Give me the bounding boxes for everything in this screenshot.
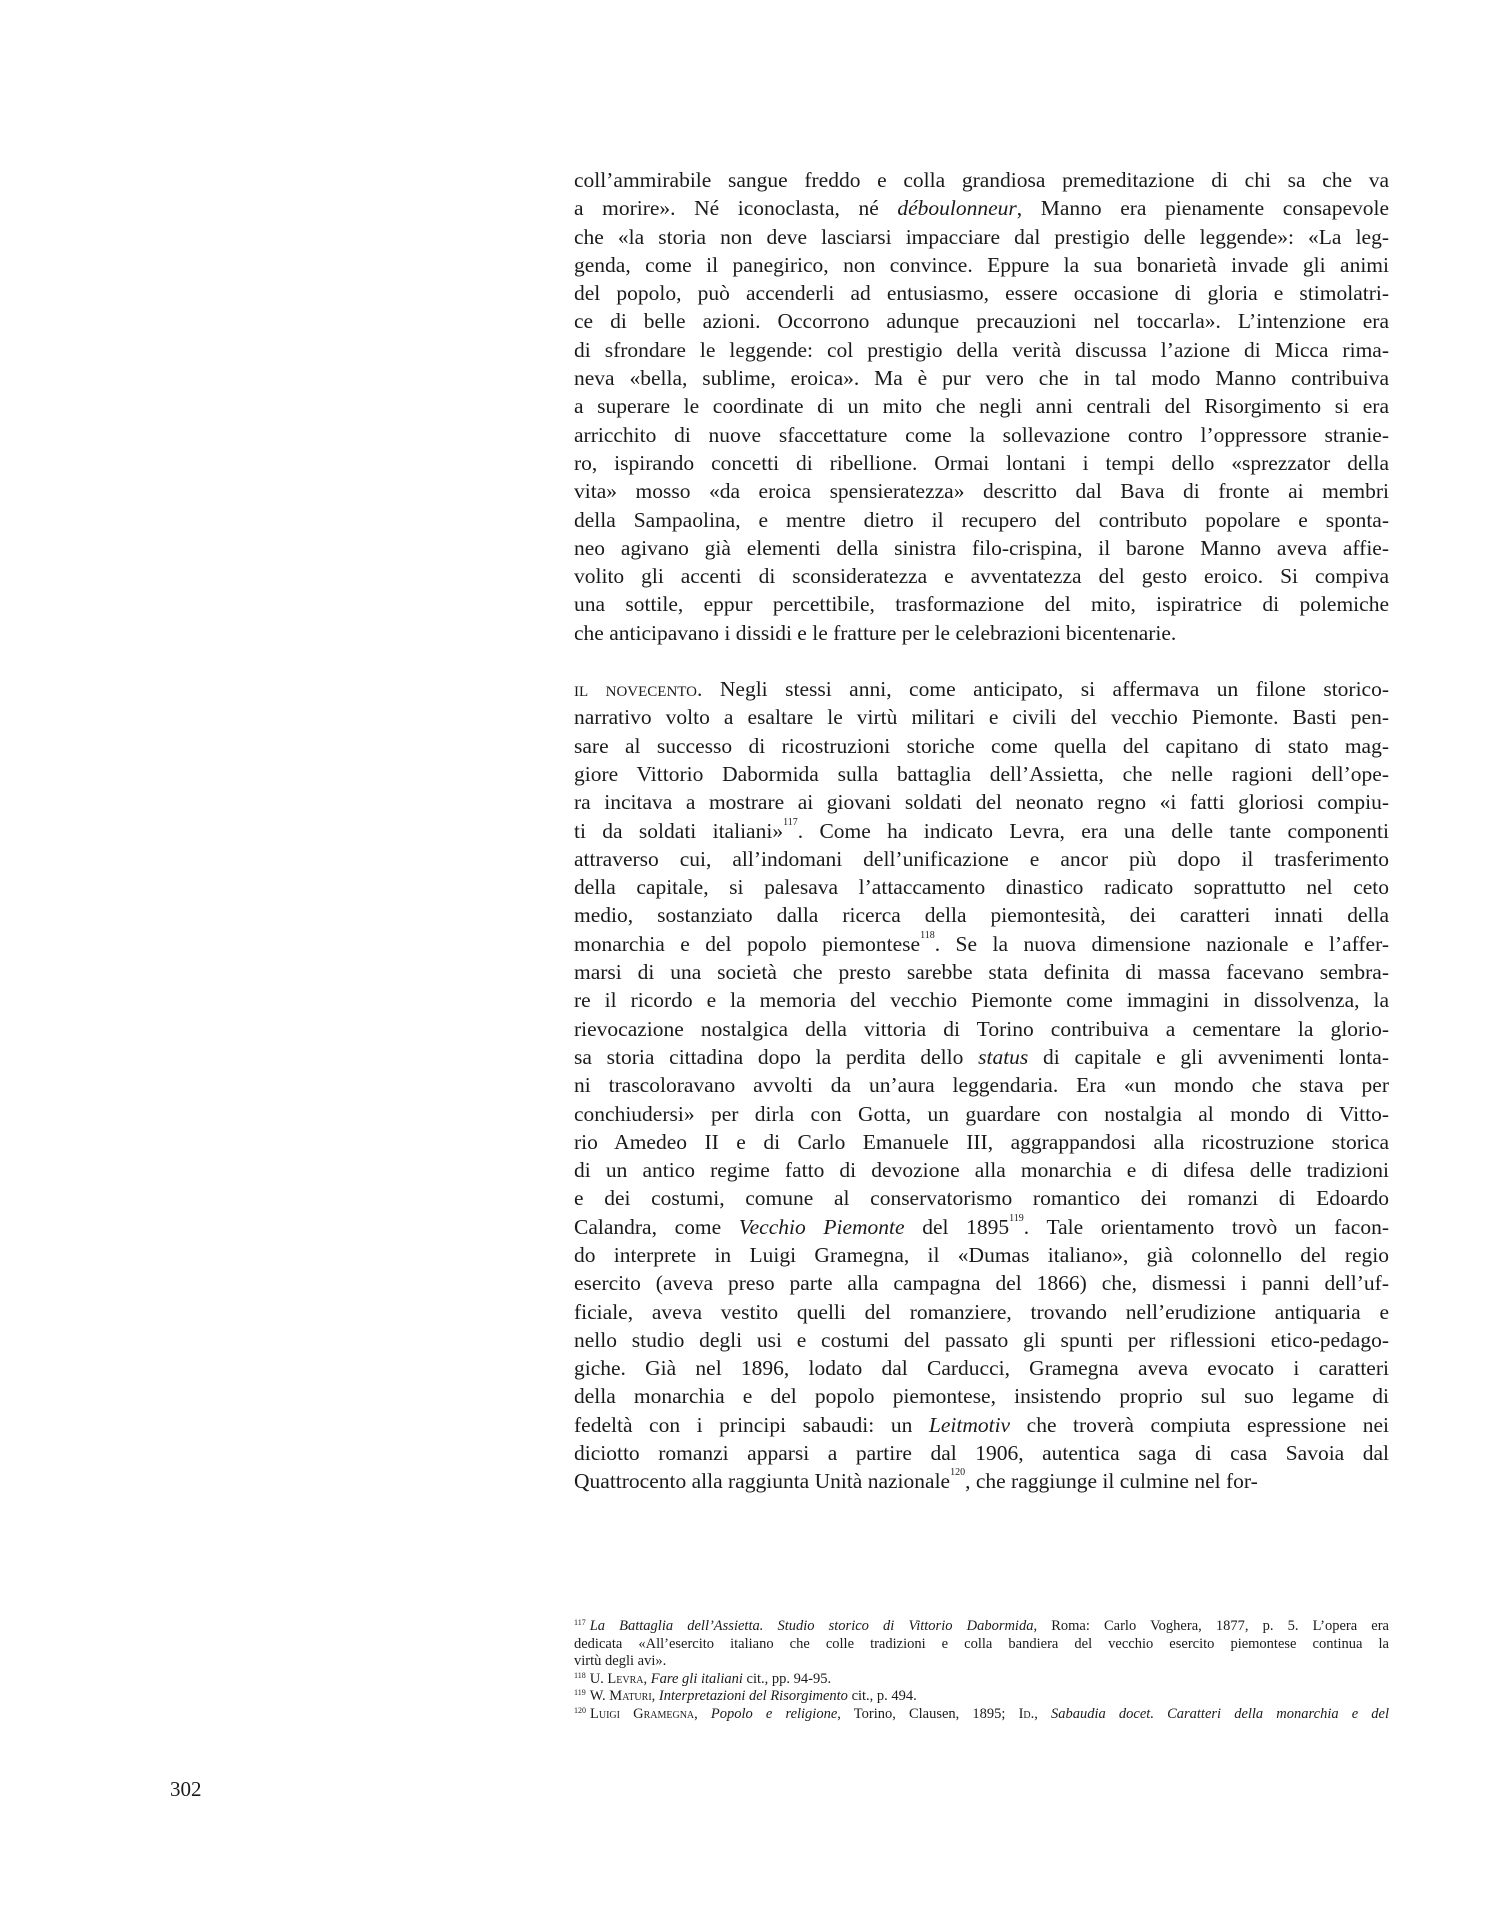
text-line <box>574 760 1389 788</box>
text-line <box>574 675 1389 703</box>
text-run: fedeltà con i principi sabaudi: un <box>574 1412 929 1437</box>
text-run: ficiale, aveva vestito quelli del romanziere, trovando nell’erudizione antiquaria e <box>574 1299 1389 1324</box>
text-run: genda, come il panegirico, non convince. Eppure la sua bonarietà invade gli animi <box>574 252 1389 277</box>
text-run: , <box>643 1670 651 1687</box>
footnote-reference: 119 <box>1009 1212 1024 1224</box>
text-run: di sfrondare le leggende: col prestigio della verità discussa l’azione di Micca rima- <box>574 337 1389 362</box>
italic-text: Interpretazioni del Risorgimento <box>658 1688 848 1705</box>
small-caps-text: uigi <box>598 1705 620 1722</box>
paragraph-manno <box>574 166 1389 647</box>
text-run: L <box>590 1705 599 1722</box>
text-run: ce di belle azioni. Occorrono adunque precauzioni nel toccarla». L’intenzione era <box>574 309 1389 334</box>
footnote-line <box>574 1671 1389 1689</box>
text-run: Calandra, come <box>574 1214 739 1239</box>
text-run: arricchito di nuove sfaccettature come la sollevazione contro l’oppressore stranie- <box>574 422 1389 447</box>
text-run: della monarchia e del popolo piemontese, insistendo proprio sul suo legame di <box>574 1384 1389 1409</box>
text-run: conchiudersi» per dirla con Gotta, un guardare con nostalgia al mondo di Vitto- <box>574 1101 1389 1126</box>
text-line <box>574 1467 1389 1495</box>
text-run: del 1895 <box>904 1214 1010 1239</box>
text-run: G <box>619 1705 644 1722</box>
text-line <box>574 703 1389 731</box>
text-line <box>574 534 1389 562</box>
text-run: che «la storia non deve lasciarsi impacciare dal prestigio delle leggende»: «La leg- <box>574 224 1389 249</box>
text-run: sa storia cittadina dopo la perdita dello <box>574 1044 979 1069</box>
footnote-line <box>574 1706 1389 1724</box>
text-run: W. M <box>589 1688 623 1705</box>
text-line <box>574 619 1389 647</box>
text-run: coll’ammirabile sangue freddo e colla grandiosa premeditazione di chi sa che va <box>574 168 1389 192</box>
text-run: Quattrocento alla raggiunta Unità nazionale <box>574 1469 951 1494</box>
body-text <box>574 166 1389 1496</box>
small-caps-text: evra <box>616 1670 644 1687</box>
text-run: cit., pp. 94-95. <box>742 1670 832 1687</box>
footnote-line <box>574 1618 1389 1636</box>
text-run: nello studio degli usi e costumi del passato gli spunti per riflessioni etico-pedago- <box>574 1327 1389 1352</box>
text-line <box>574 788 1389 816</box>
text-run: . Negli stessi anni, come anticipato, si affermava un filone storico- <box>697 677 1390 702</box>
text-run: diciotto romanzi apparsi a partire dal 1906, autentica saga di casa Savoia dal <box>574 1441 1389 1466</box>
text-line <box>574 958 1389 986</box>
italic-text: Sabaudia docet. Caratteri della monarchia e del <box>1051 1705 1389 1722</box>
text-run: vita» mosso «da eroica spensieratezza» descritto dal Bava di fronte ai membri <box>574 479 1389 504</box>
small-caps-text: aturi <box>622 1688 652 1705</box>
text-line <box>574 930 1389 958</box>
text-run: do interprete in Luigi Gramegna, il «Dumas italiano», già colonnello del regio <box>574 1242 1389 1267</box>
text-run: medio, sostanziato dalla ricerca della piemontesità, dei caratteri innati della <box>574 903 1389 928</box>
text-run: U. L <box>589 1670 617 1687</box>
italic-text: Leitmotiv <box>928 1412 1011 1437</box>
text-run: . Come ha indicato Levra, era una delle tante componenti <box>797 818 1389 843</box>
text-run: marsi di una società che presto sarebbe stata definita di massa facevano sembra- <box>574 960 1389 985</box>
text-run: neo agivano già elementi della sinistra filo-crispina, il barone Manno aveva affie- <box>574 535 1389 560</box>
text-run: monarchia e del popolo piemontese <box>574 931 921 956</box>
italic-text: status <box>978 1044 1029 1069</box>
footnote-reference: 117 <box>783 816 798 828</box>
text-run: ., <box>1030 1705 1052 1722</box>
text-line <box>574 449 1389 477</box>
text-run: re il ricordo e la memoria del vecchio Piemonte come immagini in dissolvenza, la <box>574 988 1389 1013</box>
text-run: sare al successo di ricostruzioni storiche come quella del capitano di stato mag- <box>574 733 1389 758</box>
text-line <box>574 166 1389 194</box>
text-run: ra incitava a mostrare ai giovani soldati del neonato regno «i fatti gloriosi compiu- <box>574 790 1389 815</box>
text-line <box>574 1298 1389 1326</box>
text-line <box>574 1241 1389 1269</box>
text-run: esercito (aveva preso parte alla campagna del 1866) che, dismessi i panni dell’uf- <box>574 1271 1389 1296</box>
text-run: ni trascoloravano avvolti da un’aura leggendaria. Era «un mondo che stava per <box>574 1073 1389 1098</box>
text-run: neva «bella, sublime, eroica». Ma è pur vero che in tal modo Manno contribuiva <box>574 366 1389 391</box>
text-run: giore Vittorio Dabormida sulla battaglia dell’Assietta, che nelle ragioni dell’ope- <box>574 761 1389 786</box>
text-line <box>574 364 1389 392</box>
text-run: narrativo volto a esaltare le virtù militari e civili del vecchio Piemonte. Basti pen- <box>574 705 1389 730</box>
text-run: di un antico regime fatto di devozione alla monarchia e di difesa delle tradizioni <box>574 1158 1389 1183</box>
text-line <box>574 1213 1389 1241</box>
page-number: 302 <box>170 1777 202 1801</box>
text-run: cit., p. 494. <box>847 1688 917 1705</box>
text-line <box>574 506 1389 534</box>
text-run: attraverso cui, all’indomani dell’unificazione e ancor più dopo il trasferimento <box>574 846 1389 871</box>
text-run: virtù degli avi». <box>574 1653 667 1670</box>
text-line <box>574 223 1389 251</box>
text-run: , Roma: Carlo Voghera, 1877, p. 5. L’opera era <box>1033 1618 1389 1634</box>
text-run: della capitale, si palesava l’attaccamento dinastico radicato soprattutto nel ceto <box>574 875 1389 900</box>
footnote-reference: 120 <box>574 1705 586 1715</box>
text-run: volito gli accenti di sconsideratezza e avventatezza del gesto eroico. Si compiva <box>574 564 1389 589</box>
footnote-line <box>574 1688 1389 1706</box>
text-run: del popolo, può accenderli ad entusiasmo, essere occasione di gloria e stimolatri- <box>574 281 1389 306</box>
text-line <box>574 1439 1389 1467</box>
italic-text: Vecchio Piemonte <box>738 1214 905 1239</box>
text-line <box>574 1100 1389 1128</box>
text-run: a superare le coordinate di un mito che negli anni centrali del Risorgimento si era <box>574 394 1389 419</box>
text-line <box>574 336 1389 364</box>
text-line <box>574 590 1389 618</box>
text-run: , Torino, Clausen, 1895; I <box>837 1705 1024 1722</box>
italic-text: Fare gli italiani <box>650 1670 743 1687</box>
text-run: . Tale orientamento trovò un facon- <box>1023 1214 1389 1239</box>
text-run: dedicata «All’esercito italiano che colle tradizioni e colla bandiera del vecchio esercito piemontese continua la <box>574 1635 1389 1652</box>
text-run: e dei costumi, comune al conservatorismo romantico dei romanzi di Edoardo <box>574 1186 1389 1211</box>
text-line <box>574 732 1389 760</box>
italic-text: déboulonneur <box>897 196 1017 221</box>
text-run: rievocazione nostalgica della vittoria di Torino contribuiva a cementare la glorio- <box>574 1016 1389 1041</box>
text-run: di capitale e gli avvenimenti lonta- <box>1028 1044 1389 1069</box>
small-caps-text: d <box>1023 1705 1031 1722</box>
text-line <box>574 1382 1389 1410</box>
text-line <box>574 1326 1389 1354</box>
text-line <box>574 307 1389 335</box>
text-run: che troverà compiuta espressione nei <box>1010 1412 1389 1437</box>
text-run: ti da soldati italiani» <box>574 818 784 843</box>
text-line <box>574 1269 1389 1297</box>
text-line <box>574 194 1389 222</box>
text-line <box>574 1015 1389 1043</box>
small-caps-text: il novecento <box>574 677 698 702</box>
text-line <box>574 901 1389 929</box>
text-line <box>574 392 1389 420</box>
text-line <box>574 1411 1389 1439</box>
footnotes <box>574 1618 1389 1724</box>
text-run: , che raggiunge il culmine nel for- <box>965 1469 1258 1494</box>
text-run: , <box>694 1705 711 1722</box>
text-line <box>574 817 1389 845</box>
text-run: rio Amedeo II e di Carlo Emanuele III, aggrappandosi alla ricostruzione storica <box>574 1129 1389 1154</box>
text-line <box>574 1128 1389 1156</box>
footnote-line <box>574 1653 1389 1671</box>
footnote-line <box>574 1636 1389 1654</box>
italic-text: Popolo e religione <box>710 1705 838 1722</box>
text-line <box>574 251 1389 279</box>
text-line <box>574 1071 1389 1099</box>
footnote-reference: 118 <box>920 929 935 941</box>
footnote-reference: 117 <box>574 1618 586 1627</box>
paragraph-novecento <box>574 675 1389 1496</box>
text-line <box>574 986 1389 1014</box>
text-line <box>574 421 1389 449</box>
text-run: , Manno era pienamente consapevole <box>1016 196 1389 221</box>
text-run: giche. Già nel 1896, lodato dal Carducci, Gramegna aveva evocato i caratteri <box>574 1356 1389 1381</box>
text-line <box>574 562 1389 590</box>
text-line <box>574 845 1389 873</box>
text-line <box>574 1156 1389 1184</box>
text-run: a morire». Né iconoclasta, né <box>574 196 898 221</box>
footnote-reference: 118 <box>574 1670 586 1680</box>
text-line <box>574 1184 1389 1212</box>
paragraph-gap <box>574 647 1389 675</box>
footnote-reference: 120 <box>950 1467 966 1479</box>
text-run: . Se la nuova dimensione nazionale e l’affer- <box>934 931 1389 956</box>
text-line <box>574 477 1389 505</box>
text-line <box>574 279 1389 307</box>
text-run: della Sampaolina, e mentre dietro il recupero del contributo popolare e sponta- <box>574 507 1389 532</box>
text-line <box>574 873 1389 901</box>
text-run: che anticipavano i dissidi e le fratture per le celebrazioni bicentenarie. <box>574 620 1177 645</box>
text-line <box>574 1354 1389 1382</box>
small-caps-text: ramegna <box>643 1705 695 1722</box>
text-line <box>574 1043 1389 1071</box>
text-run: una sottile, eppur percettibile, trasformazione del mito, ispiratrice di polemiche <box>574 592 1389 617</box>
italic-text: La Battaglia dell’Assietta. Studio storico di Vittorio Dabormida <box>589 1618 1034 1634</box>
text-run: , <box>651 1688 659 1705</box>
text-run: ro, ispirando concetti di ribellione. Ormai lontani i tempi dello «sprezzator della <box>574 450 1389 475</box>
footnote-reference: 119 <box>574 1688 586 1698</box>
